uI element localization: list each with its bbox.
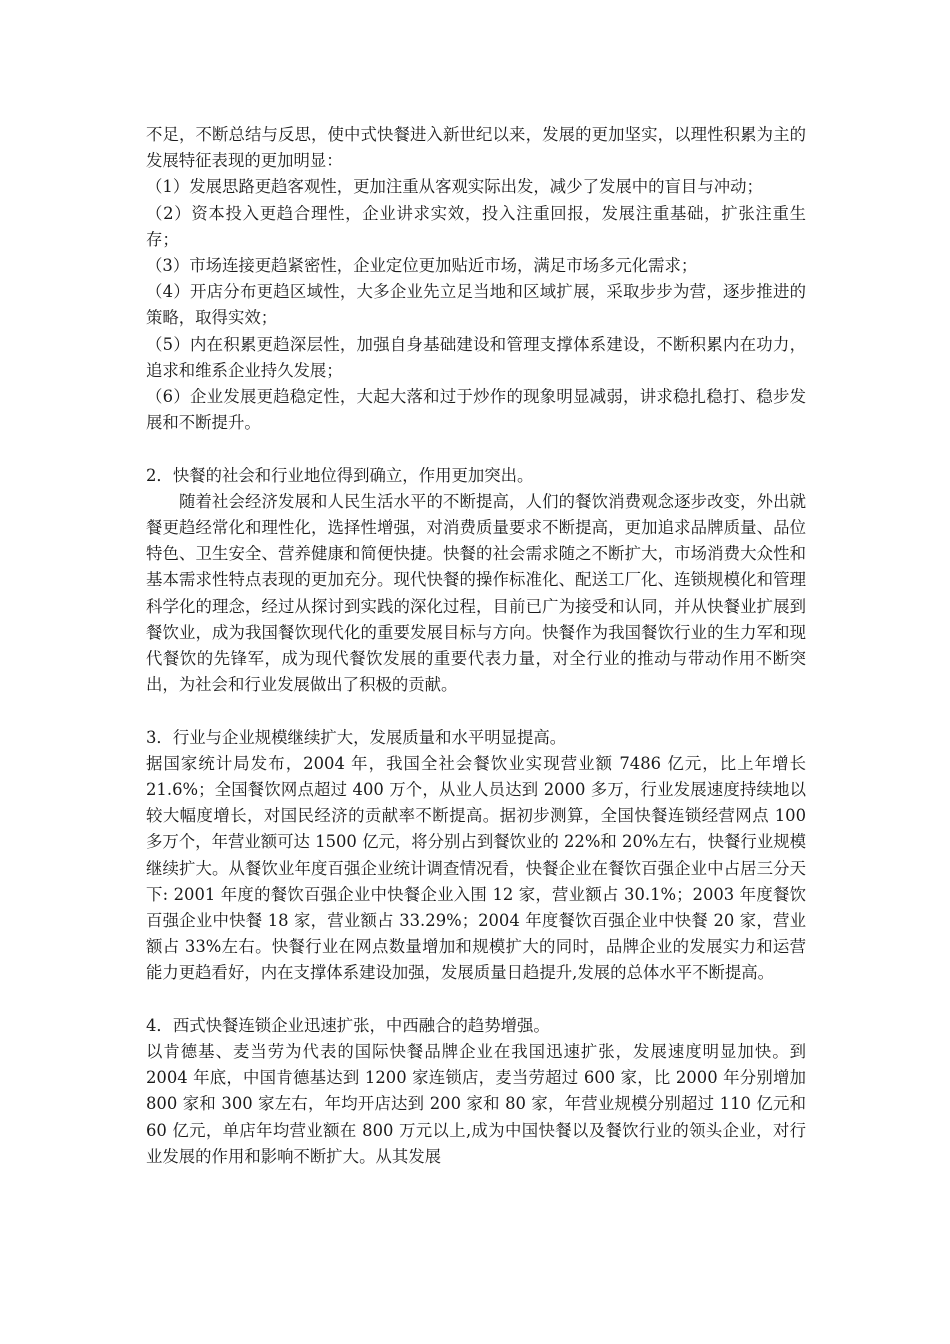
section-3-heading: 3．行业与企业规模继续扩大，发展质量和水平明显提高。 xyxy=(146,727,567,747)
list-item: （4）开店分布更趋区域性，大多企业先立足当地和区域扩展，采取步步为营，逐步推进的策略，取得实效； xyxy=(146,282,806,328)
list-item: （2）资本投入更趋合理性，企业讲求实效，投入注重回报，发展注重基础，扩张注重生存； xyxy=(146,203,806,249)
list-item: （6）企业发展更趋稳定性，大起大落和过于炒作的现象明显减弱，讲求稳扎稳打、稳步发展和不断提升。 xyxy=(146,387,806,433)
paragraph-spacer xyxy=(146,436,806,462)
paragraph-spacer xyxy=(146,698,806,724)
section-4-heading: 4．西式快餐连锁企业迅速扩张，中西融合的趋势增强。 xyxy=(146,1015,550,1035)
section-4-body: 以肯德基、麦当劳为代表的国际快餐品牌企业在我国迅速扩张，发展速度明显加快。到 2004 年底，中国肯德基达到 1200 家连锁店，麦当劳超过 600 家，比 2000 年分别增加 800 家和 300 家左右，年均开店达到 200 家和 80 家，年营业规模分别超过 110 亿元和 60 亿元，单店年均营业额在 800 万元以上,成为中国快餐以及餐饮行业的领头企业，对行业发展的作用和影响不断扩大。从其发展 xyxy=(146,1042,806,1166)
section-2-heading: 2．快餐的社会和行业地位得到确立，作用更加突出。 xyxy=(146,465,534,485)
paragraph-spacer xyxy=(146,987,806,1013)
list-item: （3）市场连接更趋紧密性，企业定位更加贴近市场，满足市场多元化需求； xyxy=(146,256,698,276)
section-3-body: 据国家统计局发布，2004 年，我国全社会餐饮业实现营业额 7486 亿元，比上年增长 21.6%；全国餐饮网点超过 400 万个，从业人员达到 2000 多万，行业发展速度持续地以较大幅度增长，对国民经济的贡献率不断提高。据初步测算，全国快餐连锁经营网点 100 多万个，年营业额可达 1500 亿元，将分别占到餐饮业的 22%和 20%左右，快餐行业规模继续扩大。从餐饮业年度百强企业统计调查情况看，快餐企业在餐饮百强企业中占居三分天下: 2001 年度的餐饮百强企业中快餐企业入围 12 家，营业额占 30.1%；2003 年度餐饮百强企业中快餐 18 家，营业额占 33.29%；2004 年度餐饮百强企业中快餐 20 家，营业额占 33%左右。快餐行业在网点数量增加和规模扩大的同时，品牌企业的发展实力和运营能力更趋看好，内在支撑体系建设加强，发展质量日趋提升,发展的总体水平不断提高。 xyxy=(146,753,806,983)
list-item: （5）内在积累更趋深层性，加强自身基础建设和管理支撑体系建设，不断积累内在功力，追求和维系企业持久发展； xyxy=(146,334,806,380)
section-2-body: 随着社会经济发展和人民生活水平的不断提高，人们的餐饮消费观念逐步改变，外出就餐更趋经常化和理性化，选择性增强，对消费质量要求不断提高，更加追求品牌质量、品位特色、卫生安全、营养健康和简便快捷。快餐的社会需求随之不断扩大，市场消费大众性和基本需求性特点表现的更加充分。现代快餐的操作标准化、配送工厂化、连锁规模化和管理科学化的理念，经过从探讨到实践的深化过程，目前已广为接受和认同，并从快餐业扩展到餐饮业，成为我国餐饮现代化的重要发展目标与方向。快餐作为我国餐饮行业的生力军和现代餐饮的先锋军，成为现代餐饮发展的重要代表力量，对全行业的推动与带动作用不断突出，为社会和行业发展做出了积极的贡献。 xyxy=(146,491,806,695)
intro-paragraph: 不足，不断总结与反思，使中式快餐进入新世纪以来，发展的更加坚实，以理性积累为主的发展特征表现的更加明显： xyxy=(146,125,806,171)
document-page xyxy=(146,122,806,1170)
list-item: （1）发展思路更趋客观性，更加注重从客观实际出发，减少了发展中的盲目与冲动； xyxy=(146,177,763,197)
